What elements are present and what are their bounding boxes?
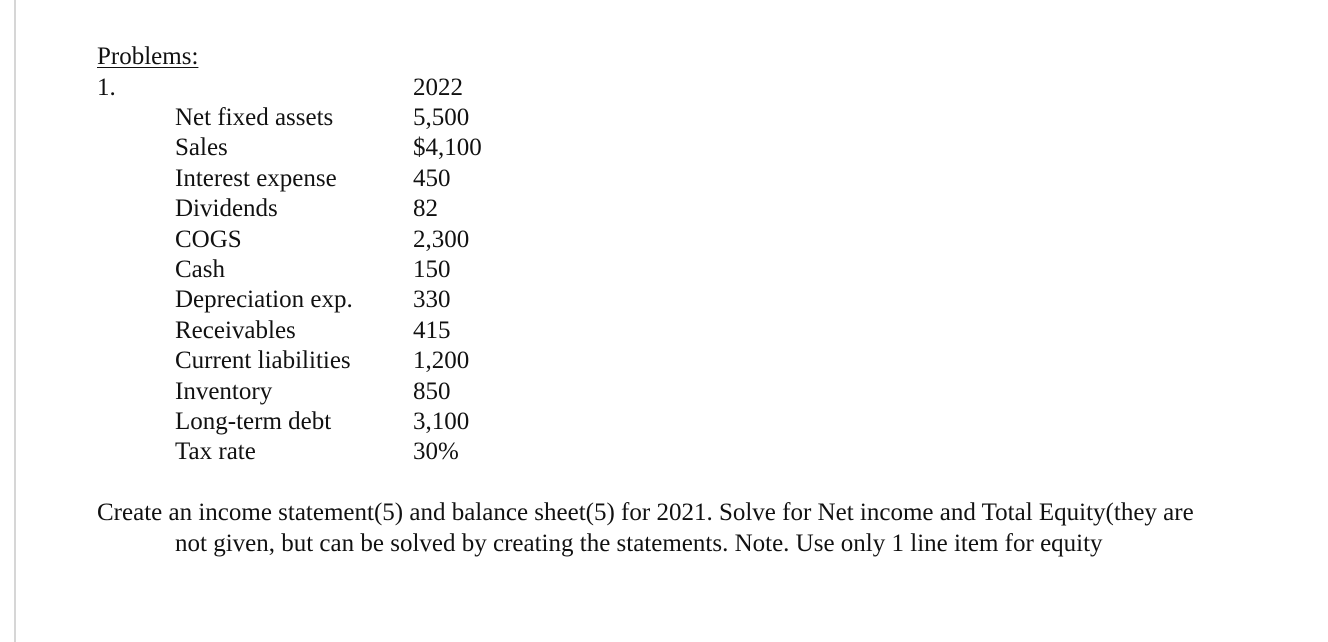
row-value: 3,100	[413, 407, 470, 435]
row-label: Inventory	[175, 377, 273, 405]
row-value: 5,500	[413, 104, 470, 131]
year-header: 2022	[413, 74, 463, 101]
row-value: 415	[413, 316, 451, 344]
row-value: 30%	[413, 438, 459, 466]
row-label: Dividends	[175, 195, 278, 223]
row-value: 1,200	[413, 347, 470, 375]
problem-number: 1.	[97, 74, 116, 101]
row-label: Net fixed assets	[175, 104, 334, 131]
row-label: Cash	[175, 255, 225, 283]
row-value: 82	[413, 195, 438, 223]
row-value: 850	[413, 377, 451, 405]
page-margin-rule	[14, 0, 16, 642]
row-value: $4,100	[413, 134, 482, 162]
instructions-line-2: not given, but can be solved by creating the statements. Note. Use only 1 line item for equity	[175, 530, 1103, 557]
row-label: Tax rate	[175, 438, 256, 466]
problems-heading: Problems:	[97, 43, 199, 70]
row-label: Current liabilities	[175, 347, 351, 375]
row-label: COGS	[175, 225, 242, 253]
row-value: 330	[413, 286, 451, 314]
instructions-line-1: Create an income statement(5) and balance sheet(5) for 2021. Solve for Net income and Total Equity(they are	[97, 499, 1194, 526]
row-value: 2,300	[413, 225, 470, 253]
row-label: Long-term debt	[175, 407, 332, 435]
problem-instructions	[97, 497, 1277, 559]
row-label: Sales	[175, 134, 228, 162]
row-label: Depreciation exp.	[175, 286, 353, 314]
row-label: Interest expense	[175, 164, 337, 192]
row-label: Receivables	[175, 316, 296, 344]
row-value: 150	[413, 255, 451, 283]
row-value: 450	[413, 164, 451, 192]
